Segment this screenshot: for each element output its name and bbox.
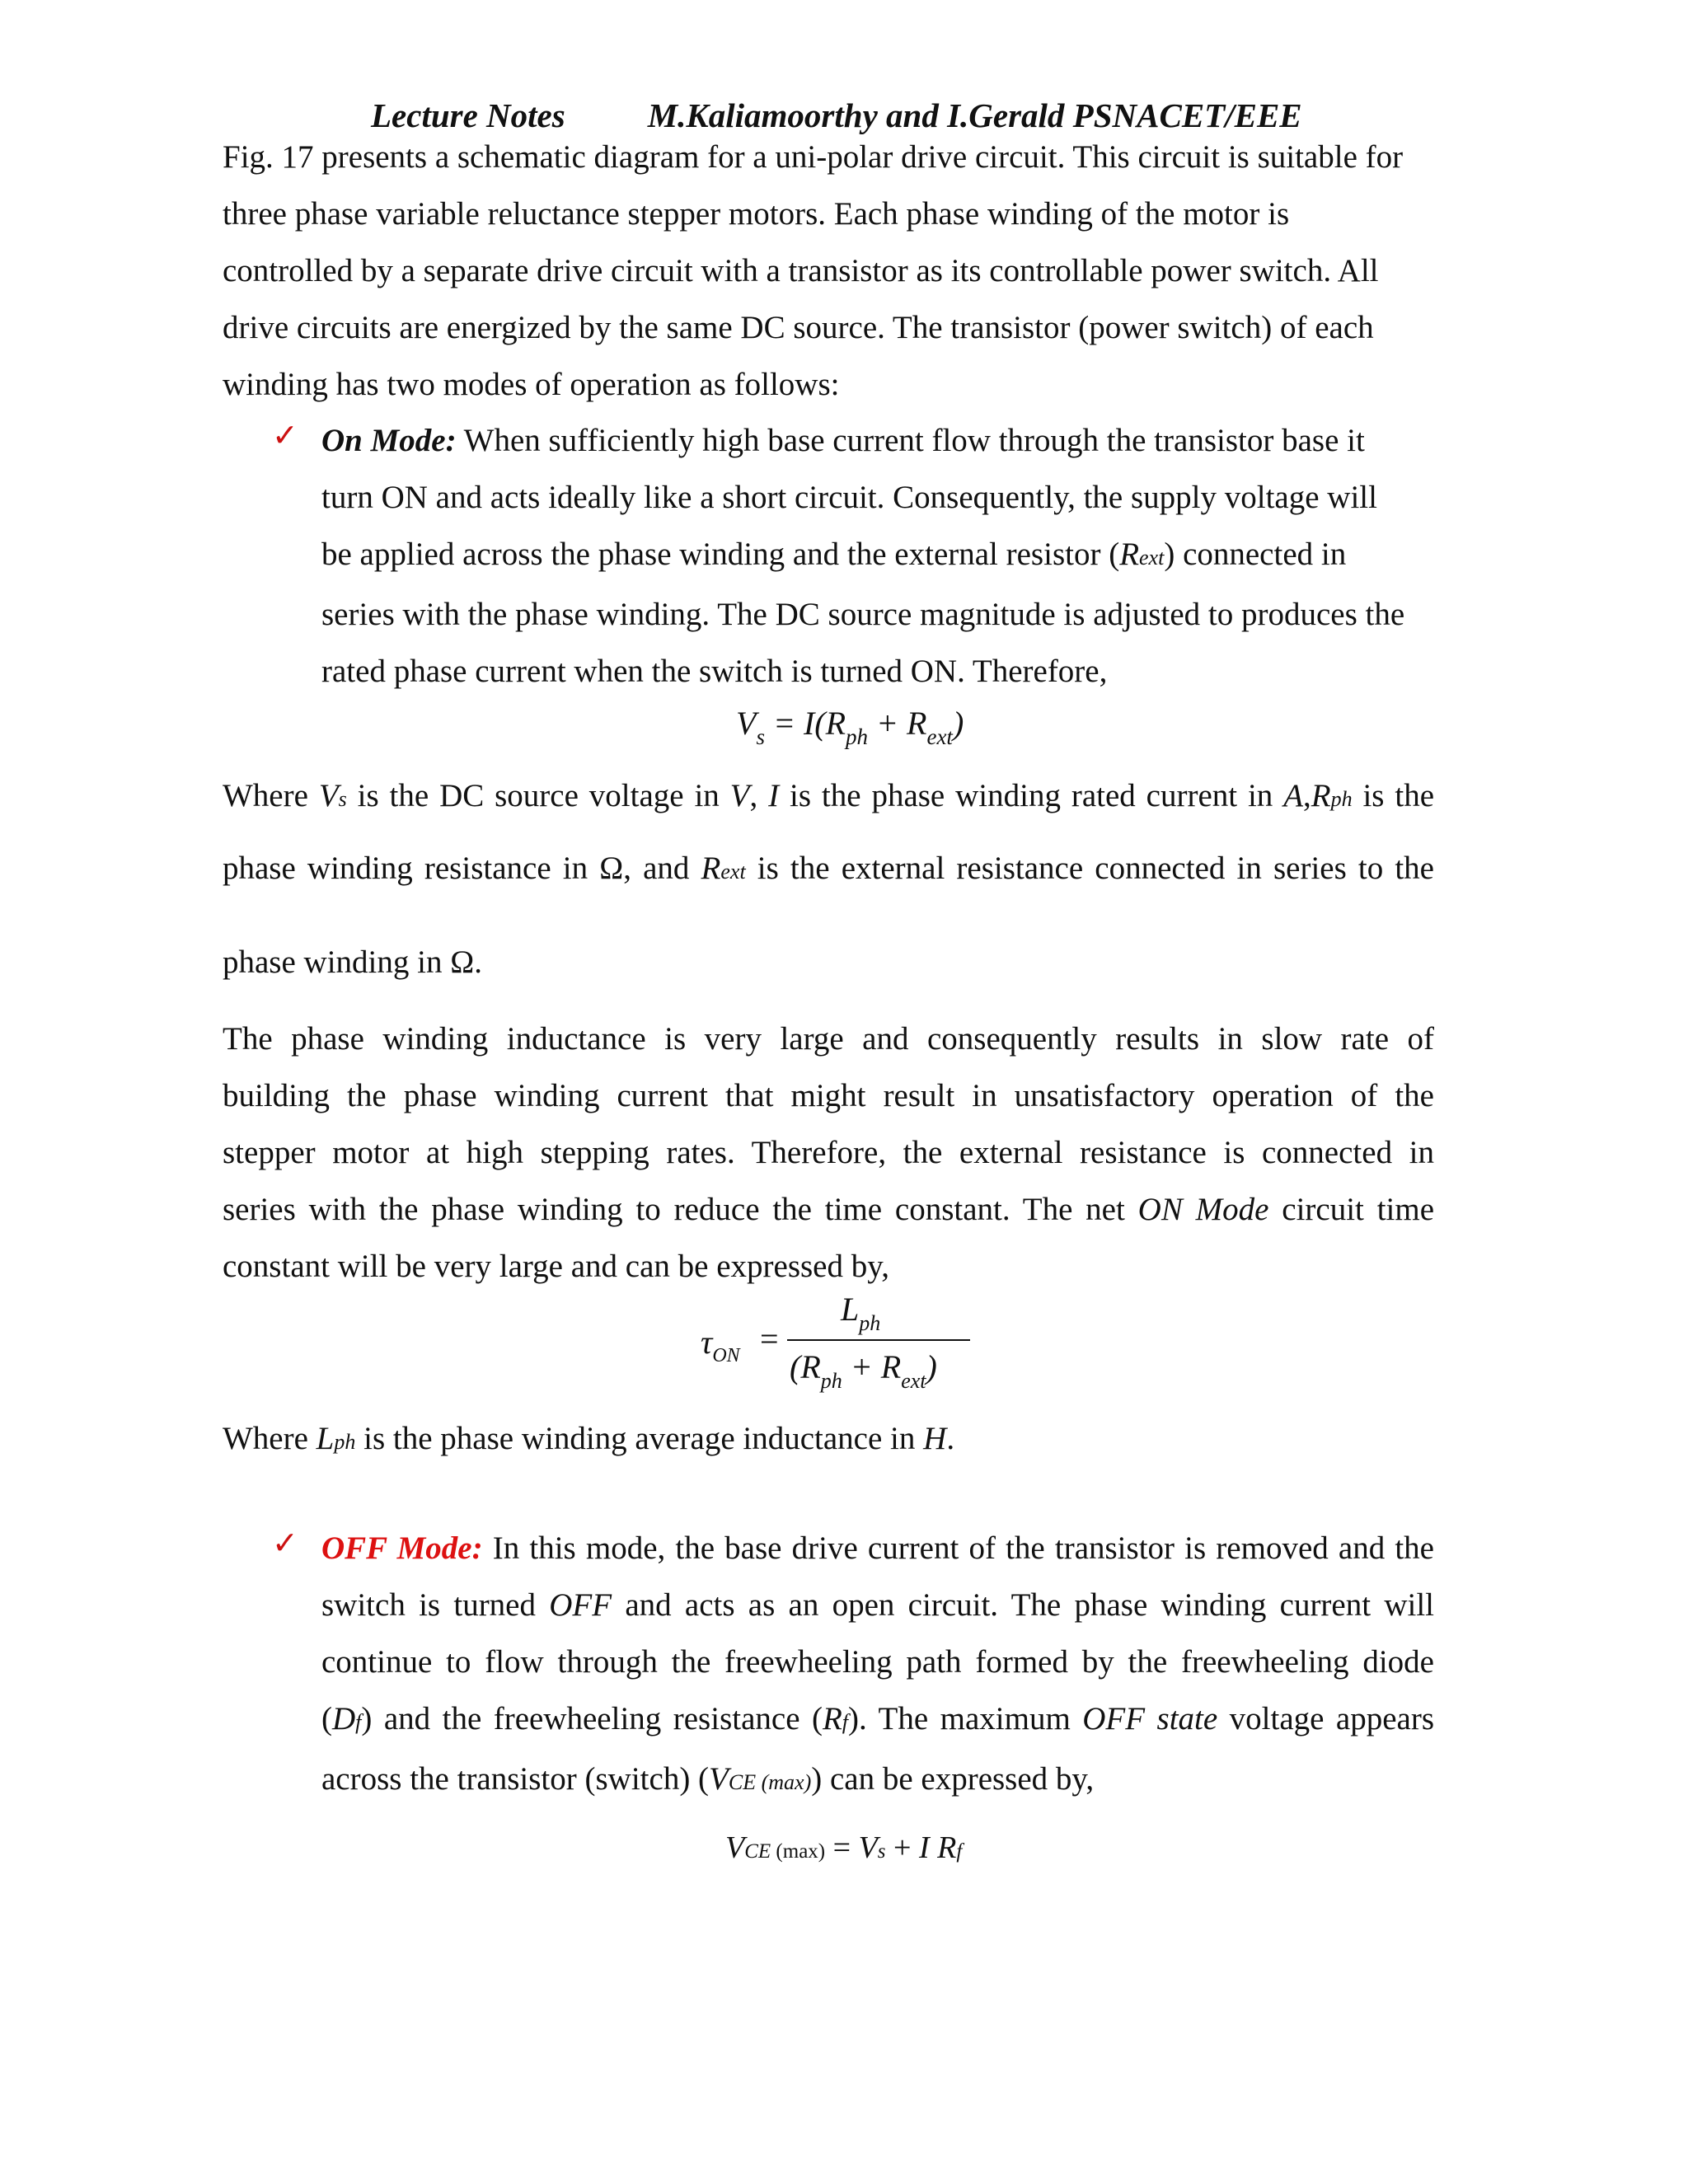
on-mode-line: be applied across the phase winding and the external resistor (	[321, 537, 1120, 572]
on-mode-line: When sufficiently high base current flow through the transistor base it	[456, 423, 1365, 458]
eq-term: +	[885, 1830, 919, 1865]
equation-vce-max	[725, 1830, 962, 1866]
text-run: switch is turned	[321, 1587, 550, 1623]
text-run: .	[946, 1421, 955, 1456]
subscript: ext	[720, 860, 746, 883]
text-run: ) can be expressed by,	[811, 1761, 1095, 1797]
text-run: is the phase winding average inductance in	[355, 1421, 924, 1456]
var-v: V	[729, 778, 750, 813]
var-v: V	[709, 1761, 729, 1797]
intro-line: winding has two modes of operation as follows:	[223, 367, 840, 402]
text-run: series with the phase winding to reduce the time constant. The net	[223, 1192, 1138, 1227]
var-r: R	[701, 851, 721, 886]
eq-term: τ	[701, 1324, 713, 1361]
subscript: s	[338, 787, 347, 811]
text-run: is the DC source voltage in	[346, 778, 730, 813]
text-run: ,	[1303, 778, 1311, 813]
var-r: R	[1311, 778, 1331, 813]
text-run: voltage appears	[1217, 1701, 1435, 1736]
eq-sub: ph	[846, 724, 869, 749]
emphasis: OFF	[549, 1587, 612, 1623]
eq-term: V	[725, 1830, 745, 1865]
subscript: ph	[334, 1430, 356, 1454]
var-l: L	[316, 1421, 335, 1456]
off-mode-label: OFF Mode:	[321, 1530, 483, 1566]
equation-source-voltage	[736, 704, 964, 749]
eq-sub: f	[956, 1840, 963, 1863]
checkmark-icon: ✓	[272, 417, 298, 453]
eq-term: )	[952, 705, 964, 742]
eq-term: (R	[790, 1348, 821, 1385]
subscript: CE (max)	[728, 1770, 812, 1794]
eq-term: =	[825, 1830, 859, 1865]
eq-sub: ext	[926, 724, 953, 749]
eq-sub: (max)	[771, 1840, 826, 1863]
subscript: ph	[1330, 787, 1353, 811]
text-run: Where	[223, 1421, 316, 1456]
text-run: ,	[749, 778, 769, 813]
emphasis: ON Mode	[1137, 1192, 1269, 1227]
paragraph-line: constant will be very large and can be expressed by,	[223, 1249, 889, 1284]
off-mode-body	[321, 1520, 1434, 1811]
text-run: across the transistor (switch) (	[321, 1761, 710, 1797]
equation-time-constant	[701, 1290, 964, 1397]
fraction-bar	[787, 1339, 970, 1341]
intro-paragraph	[223, 129, 1434, 413]
text-run: is the external resistance connected in series to the	[745, 851, 1434, 886]
on-mode-line: rated phase current when the switch is turned ON. Therefore,	[321, 654, 1108, 689]
header-right: M.Kaliamoorthy and I.Gerald PSNACET/EEE	[647, 96, 1302, 134]
text-run: phase winding resistance in Ω, and	[223, 851, 701, 886]
eq-sub: s	[877, 1840, 886, 1863]
text-run: circuit time	[1268, 1192, 1435, 1227]
eq-term: + R	[842, 1348, 902, 1385]
var-d: D	[332, 1701, 356, 1736]
eq-sub: CE	[744, 1840, 771, 1863]
on-mode-line: series with the phase winding. The DC source magnitude is adjusted to produces the	[321, 597, 1405, 632]
var-v: V	[318, 778, 339, 813]
text-run: and acts as an open circuit. The phase winding current will	[612, 1587, 1434, 1623]
text-run: is the	[1352, 778, 1435, 813]
text-run: phase winding in Ω.	[223, 944, 482, 980]
eq-term: + R	[868, 705, 927, 742]
var-i: I	[768, 778, 780, 813]
text-run: ) and the freewheeling resistance (	[361, 1701, 823, 1736]
eq-sub: ext	[901, 1369, 926, 1393]
intro-line: Fig. 17 presents a schematic diagram for a uni-polar drive circuit. This circuit is suitable for	[223, 139, 1404, 175]
eq-term: V	[736, 705, 757, 742]
intro-line: controlled by a separate drive circuit with a transistor as its controllable power switch. All	[223, 253, 1379, 288]
header-left: Lecture Notes	[371, 96, 565, 134]
eq-term: I	[918, 1830, 938, 1865]
eq-sub: s	[756, 724, 765, 749]
var-a: A	[1283, 778, 1304, 813]
where-paragraph-2	[223, 1410, 1434, 1470]
eq-term: =	[760, 1320, 779, 1357]
paragraph-line: building the phase winding current that might result in unsatisfactory operation of the	[223, 1078, 1434, 1113]
where-paragraph-1	[223, 767, 1434, 991]
var-r: R	[822, 1701, 842, 1736]
eq-sub: ph	[859, 1311, 881, 1335]
text-run: is the phase winding rated current in	[779, 778, 1284, 813]
emphasis: OFF state	[1082, 1701, 1218, 1736]
eq-term: )	[926, 1348, 937, 1385]
paragraph-line: continue to flow through the freewheeling path formed by the freewheeling diode	[321, 1644, 1434, 1680]
text-run: Where	[223, 778, 319, 813]
eq-sub: ph	[820, 1369, 842, 1393]
eq-term: R	[937, 1830, 957, 1865]
text-run: In this mode, the base drive current of the transistor is removed and the	[482, 1530, 1434, 1566]
on-mode-label: On Mode:	[321, 423, 457, 458]
eq-term: L	[841, 1291, 860, 1328]
eq-term: = I(R	[764, 705, 846, 742]
on-mode-line: ) connected in	[1164, 537, 1347, 572]
intro-line: three phase variable reluctance stepper motors. Each phase winding of the motor is	[223, 196, 1290, 232]
text-run: (	[321, 1701, 332, 1736]
eq-term: V	[858, 1830, 878, 1865]
inductance-paragraph	[223, 1010, 1434, 1295]
checkmark-icon: ✓	[272, 1525, 298, 1561]
subscript: f	[355, 1710, 362, 1734]
text-run: ). The maximum	[848, 1701, 1083, 1736]
eq-sub: ON	[712, 1345, 740, 1366]
subscript: ext	[1139, 546, 1165, 569]
var-h: H	[923, 1421, 947, 1456]
subscript: f	[842, 1710, 849, 1734]
paragraph-line: stepper motor at high stepping rates. Therefore, the external resistance is connected in	[223, 1135, 1434, 1170]
intro-line: drive circuits are energized by the same DC source. The transistor (power switch) of each	[223, 310, 1374, 345]
on-mode-line: turn ON and acts ideally like a short circuit. Consequently, the supply voltage will	[321, 480, 1377, 515]
var-r: R	[1119, 537, 1140, 572]
paragraph-line: The phase winding inductance is very large and consequently results in slow rate of	[223, 1021, 1434, 1057]
on-mode-body	[321, 412, 1434, 700]
